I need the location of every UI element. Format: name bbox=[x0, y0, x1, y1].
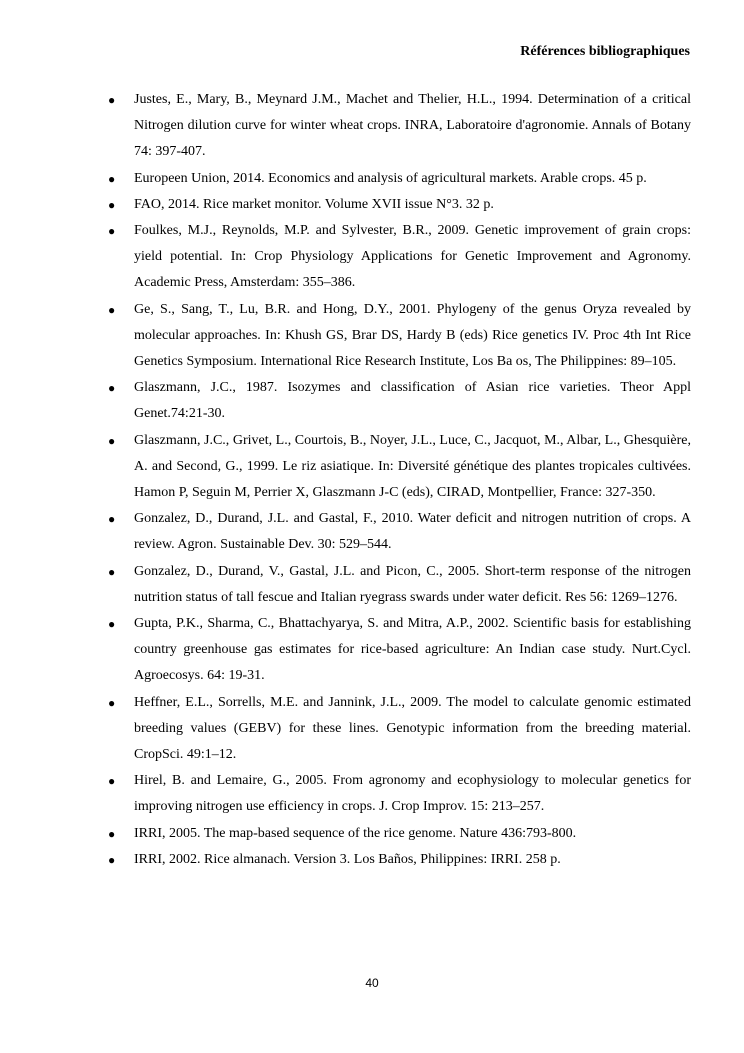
bullet-icon: ● bbox=[108, 774, 116, 789]
reference-text: Ge, S., Sang, T., Lu, B.R. and Hong, D.Y., 2001. Phylogeny of the genus Oryza revealed by molecular approaches. In: Khush GS, Brar DS, Hardy B (eds) Rice genetics IV. Proc 4th Int Rice Genetics Symposium. International Rice Research Institute, Los Ba os, The Philippines: 89–105. bbox=[134, 301, 691, 370]
bullet-icon: ● bbox=[108, 197, 116, 212]
bullet-icon: ● bbox=[108, 224, 116, 239]
bullet-icon: ● bbox=[108, 512, 116, 527]
bullet-icon: ● bbox=[108, 171, 116, 186]
reference-item bbox=[108, 375, 691, 427]
bullet-icon: ● bbox=[108, 617, 116, 632]
bullet-icon: ● bbox=[108, 826, 116, 841]
reference-item bbox=[108, 611, 691, 690]
reference-item bbox=[108, 847, 691, 873]
reference-item bbox=[108, 218, 691, 297]
reference-item bbox=[108, 297, 691, 376]
reference-item bbox=[108, 192, 691, 218]
reference-item bbox=[108, 166, 691, 192]
reference-text: Hirel, B. and Lemaire, G., 2005. From agronomy and ecophysiology to molecular genetics for improving nitrogen use efficiency in crops. J. Crop Improv. 15: 213–257. bbox=[134, 773, 691, 815]
bullet-icon: ● bbox=[108, 93, 116, 107]
reference-text: Gupta, P.K., Sharma, C., Bhattachyarya, S. and Mitra, A.P., 2002. Scientific basis for establishing country greenhouse gas estimates for rice-based agriculture: An Indian case study. Nurt.Cycl. Agroecosys. 64: 19-31. bbox=[134, 616, 691, 684]
reference-item bbox=[108, 559, 691, 611]
reference-item bbox=[108, 428, 691, 507]
reference-text: Heffner, E.L., Sorrells, M.E. and Jannink, J.L., 2009. The model to calculate genomic estimated breeding values (GEBV) for these lines. Genotypic information from the breeding material. CropSci. 49:1–12. bbox=[134, 694, 691, 763]
reference-item bbox=[108, 506, 691, 558]
reference-text: IRRI, 2002. Rice almanach. Version 3. Los Baños, Philippines: IRRI. 258 p. bbox=[134, 851, 561, 867]
page-number: 40 bbox=[365, 976, 379, 990]
bullet-icon: ● bbox=[108, 381, 116, 396]
bullet-icon: ● bbox=[108, 695, 116, 710]
reference-item bbox=[108, 690, 691, 769]
reference-item bbox=[108, 821, 691, 847]
reference-item bbox=[108, 87, 691, 166]
reference-item bbox=[108, 768, 691, 820]
bullet-icon: ● bbox=[108, 302, 116, 317]
reference-text: Glaszmann, J.C., 1987. Isozymes and classification of Asian rice varieties. Theor Appl Genet.74:21-30. bbox=[134, 380, 691, 422]
bullet-icon: ● bbox=[108, 433, 116, 448]
reference-text: Gonzalez, D., Durand, V., Gastal, J.L. and Picon, C., 2005. Short-term response of the nitrogen nutrition status of tall fescue and Italian ryegrass swards under water deficit. Res 56: 1269–1276. bbox=[134, 563, 691, 605]
reference-text: Gonzalez, D., Durand, J.L. and Gastal, F., 2010. Water deficit and nitrogen nutrition of crops. A review. Agron. Sustainable Dev. 30: 529–544. bbox=[134, 511, 691, 553]
reference-text: IRRI, 2005. The map-based sequence of the rice genome. Nature 436:793-800. bbox=[134, 825, 577, 841]
page-header-title: Références bibliographiques bbox=[520, 44, 690, 59]
reference-text: Glaszmann, J.C., Grivet, L., Courtois, B., Noyer, J.L., Luce, C., Jacquot, M., Albar, L., Ghesquière, A. and Second, G., 1999. Le riz asiatique. In: Diversité génétique des plantes tropicales cultivées. Hamon P, Seguin M, Perrier X, Glaszmann J-C (eds), CIRAD, Montpellier, France: 327-350. bbox=[134, 432, 691, 501]
reference-text: Justes, E., Mary, B., Meynard J.M., Machet and Thelier, H.L., 1994. Determination of a critical Nitrogen dilution curve for winter wheat crops. INRA, Laboratoire d'agronomie. Annals of Botany 74: 397-407. bbox=[134, 92, 691, 160]
reference-text: Foulkes, M.J., Reynolds, M.P. and Sylvester, B.R., 2009. Genetic improvement of grain crops: yield potential. In: Crop Physiology Applications for Genetic Improvement and Agronomy. Academic Press, Amsterdam: 355–386. bbox=[134, 223, 691, 291]
bullet-icon: ● bbox=[108, 564, 116, 579]
reference-text: Europeen Union, 2014. Economics and analysis of agricultural markets. Arable crops. 45 p. bbox=[134, 170, 647, 186]
reference-list bbox=[108, 87, 691, 873]
bullet-icon: ● bbox=[108, 852, 116, 867]
reference-text: FAO, 2014. Rice market monitor. Volume XVII issue N°3. 32 p. bbox=[134, 196, 494, 212]
